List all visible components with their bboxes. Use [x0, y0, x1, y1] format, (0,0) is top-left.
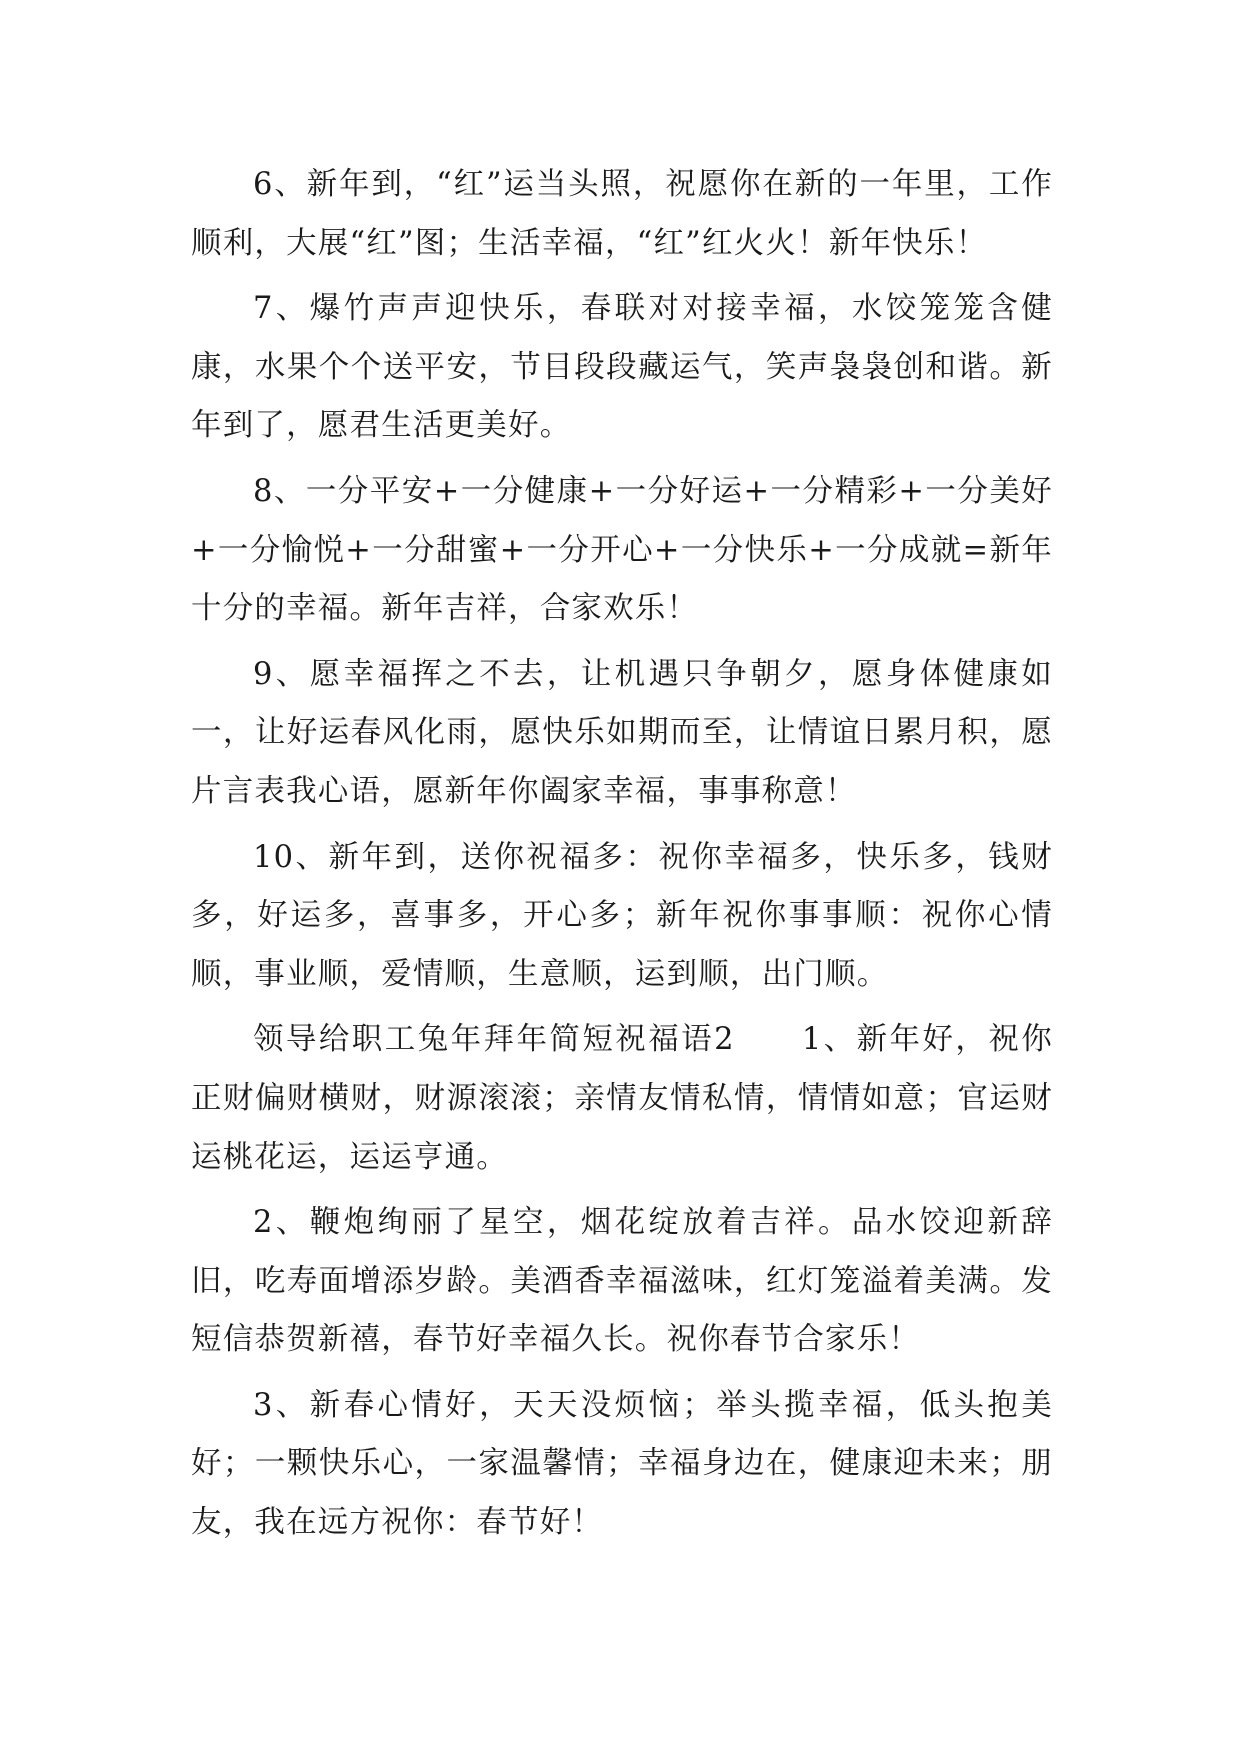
paragraph-greeting-8: 8、一分平安+一分健康+一分好运+一分精彩+一分美好+一分愉悦+一分甜蜜+一分开心+一分快乐+一分成就=新年十分的幸福。新年吉祥，合家欢乐！	[191, 473, 1053, 627]
paragraph-greeting-6: 6、新年到，“红”运当头照，祝愿你在新的一年里，工作顺利，大展“红”图；生活幸福，“红”红火火！新年快乐！	[191, 167, 1053, 261]
paragraph-section-2-greeting-2: 2、鞭炮绚丽了星空，烟花绽放着吉祥。品水饺迎新辞旧，吃寿面增添岁龄。美酒香幸福滋味，红灯笼溢着美满。发短信恭贺新禧，春节好幸福久长。祝你春节合家乐！	[191, 1205, 1053, 1358]
document-body	[191, 156, 1053, 1560]
paragraph-greeting-7: 7、爆竹声声迎快乐，春联对对接幸福，水饺笼笼含健康，水果个个送平安，节目段段藏运气，笑声袅袅创和谐。新年到了，愿君生活更美好。	[191, 291, 1053, 444]
paragraph-greeting-10: 10、新年到，送你祝福多：祝你幸福多，快乐多，钱财多，好运多，喜事多，开心多；新年祝你事事顺：祝你心情顺，事业顺，爱情顺，生意顺，运到顺，出门顺。	[191, 839, 1053, 992]
paragraph-section-2-greeting-3: 3、新春心情好，天天没烦恼；举头揽幸福，低头抱美好；一颗快乐心，一家温馨情；幸福身边在，健康迎未来；朋友，我在远方祝你：春节好！	[191, 1387, 1053, 1541]
paragraph-section-2-greeting-1: 领导给职工兔年拜年简短祝福语2 1、新年好，祝你正财偏财横财，财源滚滚；亲情友情私情，情情如意；官运财运桃花运，运运亨通。	[191, 1022, 1053, 1175]
paragraph-greeting-9: 9、愿幸福挥之不去，让机遇只争朝夕，愿身体健康如一，让好运春风化雨，愿快乐如期而至，让情谊日累月积，愿片言表我心语，愿新年你阖家幸福，事事称意！	[191, 656, 1053, 809]
